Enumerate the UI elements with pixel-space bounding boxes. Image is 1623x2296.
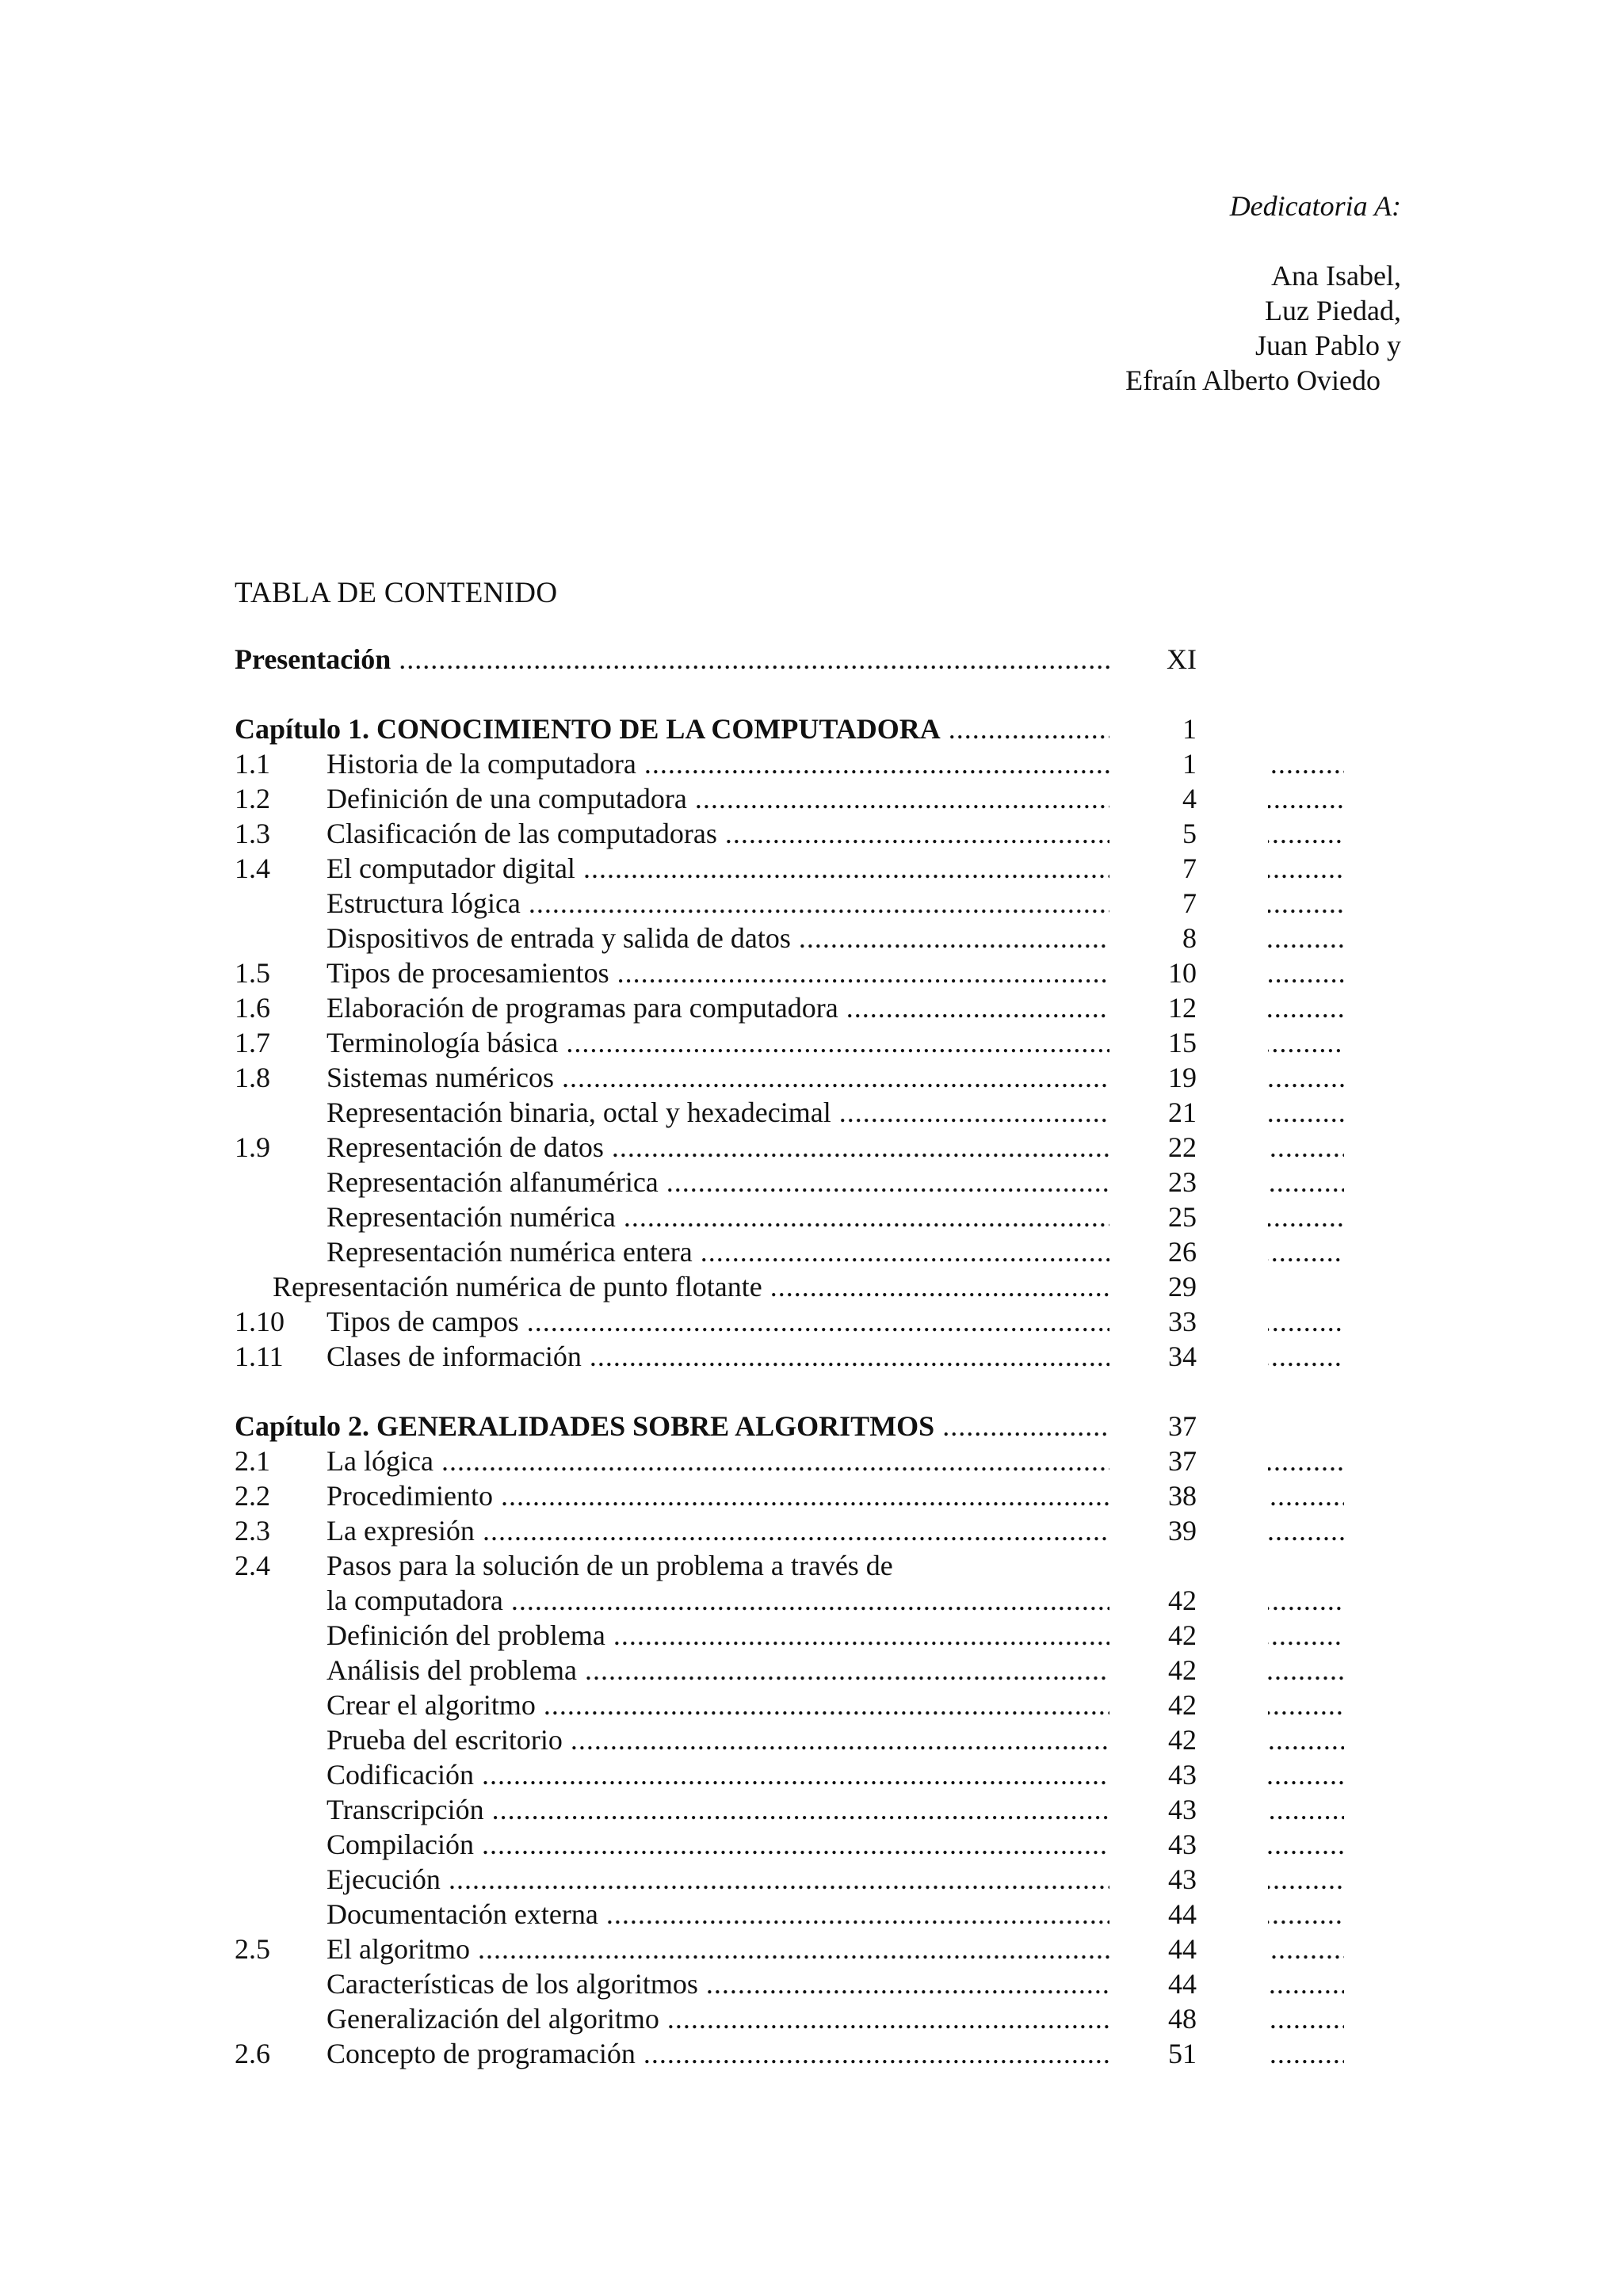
- toc-page-number: 7: [1182, 852, 1197, 884]
- toc-entry-title: Ejecución .....: [327, 1862, 1344, 1897]
- toc-section-number: 2.1: [235, 1445, 270, 1477]
- toc-entry-title: la computadora .....: [327, 1583, 1344, 1618]
- toc-subentry[interactable]: [235, 1165, 1201, 1199]
- toc-section-number: 1.7: [235, 1027, 270, 1058]
- toc-page-number: 43: [1168, 1794, 1197, 1825]
- toc-page-number: 1: [1182, 748, 1197, 780]
- toc-entry-title: Procedimiento .....: [327, 1478, 1344, 1513]
- toc-page-number: 33: [1168, 1306, 1197, 1337]
- toc-entry-title: Estructura lógica .....: [327, 886, 1344, 921]
- toc-page-number: 39: [1168, 1515, 1197, 1547]
- toc-subentry[interactable]: [235, 1583, 1201, 1618]
- toc-page-number: 7: [1182, 887, 1197, 919]
- toc-section-number: 1.2: [235, 783, 270, 814]
- toc-page-number: 43: [1168, 1759, 1197, 1791]
- toc-entry-title: Tipos de campos .....: [327, 1304, 1344, 1339]
- toc-page-number: 44: [1168, 1933, 1197, 1965]
- toc-page-number: 38: [1168, 1480, 1197, 1512]
- toc-entry[interactable]: [235, 1444, 1201, 1478]
- toc-entry-title: Generalización del algoritmo .....: [327, 2001, 1344, 2036]
- toc-section-number: 2.3: [235, 1515, 270, 1547]
- toc-section-number: 1.8: [235, 1062, 270, 1093]
- toc-entry-presentation[interactable]: [235, 642, 1201, 677]
- toc-subentry[interactable]: [235, 1234, 1201, 1269]
- toc-entry-title: La lógica .....: [327, 1444, 1344, 1478]
- toc-entry[interactable]: [235, 781, 1201, 816]
- toc-section-number: 1.3: [235, 818, 270, 849]
- toc-page-number: 15: [1168, 1027, 1197, 1058]
- toc-entry-title: Representación alfanumérica .....: [327, 1165, 1344, 1199]
- dedication-name: Juan Pablo y: [1255, 330, 1401, 361]
- toc-entry-title: Transcripción .....: [327, 1792, 1344, 1827]
- toc-subentry[interactable]: [235, 1966, 1201, 2001]
- toc-page-number: 4: [1182, 783, 1197, 814]
- toc-entry[interactable]: [235, 816, 1201, 851]
- toc-section-number: 2.4: [235, 1550, 270, 1581]
- toc-page-number: 44: [1168, 1898, 1197, 1930]
- toc-entry[interactable]: [235, 2036, 1201, 2071]
- toc-section-number: 1.5: [235, 957, 270, 989]
- toc-section-number: 2.2: [235, 1480, 270, 1512]
- dedication-heading: Dedicatoria A:: [1229, 190, 1401, 222]
- toc-entry[interactable]: [235, 1339, 1201, 1374]
- toc-subentry[interactable]: [235, 1862, 1201, 1897]
- toc-entry-title: El algoritmo .....: [327, 1932, 1344, 1966]
- dedication-name: Ana Isabel,: [1271, 260, 1401, 292]
- toc-page-number: 10: [1168, 957, 1197, 989]
- toc-entry-title: Representación numérica entera .....: [327, 1234, 1344, 1269]
- toc-page-number: 42: [1168, 1585, 1197, 1616]
- toc-page-number: 25: [1168, 1201, 1197, 1233]
- toc-entry-title: Representación numérica .....: [327, 1199, 1344, 1234]
- toc-page-number: XI: [1167, 643, 1197, 675]
- toc-entry-title: Crear el algoritmo .....: [327, 1688, 1344, 1722]
- toc-page-number: 5: [1182, 818, 1197, 849]
- toc-entry-title: Capítulo 2. GENERALIDADES SOBRE ALGORITMOS .....: [235, 1409, 1252, 1444]
- toc-subentry[interactable]: [235, 1897, 1201, 1932]
- toc-entry[interactable]: [235, 955, 1201, 990]
- toc-entry[interactable]: [235, 1513, 1201, 1548]
- toc-entry-title: El computador digital .....: [327, 851, 1344, 886]
- toc-page-number: 1: [1182, 713, 1197, 745]
- toc-entry-title: Definición de una computadora .....: [327, 781, 1344, 816]
- toc-subentry[interactable]: [235, 1722, 1201, 1757]
- toc-page-number: 19: [1168, 1062, 1197, 1093]
- toc-entry[interactable]: [235, 1025, 1201, 1060]
- toc-entry-title: Terminología básica .....: [327, 1025, 1344, 1060]
- toc-entry-title: Representación de datos .....: [327, 1130, 1344, 1165]
- toc-section-number: 2.6: [235, 2038, 270, 2069]
- toc-page-number: 48: [1168, 2003, 1197, 2035]
- toc-entry-title: Tipos de procesamientos .....: [327, 955, 1344, 990]
- toc-entry-title: Representación binaria, octal y hexadecimal .....: [327, 1095, 1344, 1130]
- toc-entry-title: Representación numérica de punto flotante .....: [273, 1269, 1252, 1304]
- toc-page-number: 8: [1182, 922, 1197, 954]
- toc-subentry[interactable]: [235, 1827, 1201, 1862]
- toc-subentry[interactable]: [235, 1792, 1201, 1827]
- toc-page-number: 51: [1168, 2038, 1197, 2069]
- toc-entry[interactable]: [235, 1304, 1201, 1339]
- toc-subentry[interactable]: [235, 1688, 1201, 1722]
- toc-entry-title: Presentación .....: [235, 642, 1252, 677]
- toc-entry-title: Elaboración de programas para computadora .....: [327, 990, 1344, 1025]
- toc-page-number: 42: [1168, 1654, 1197, 1686]
- toc-entry-title: Análisis del problema .....: [327, 1653, 1344, 1688]
- toc-chapter-1[interactable]: [235, 711, 1201, 746]
- toc-entry-title: Dispositivos de entrada y salida de datos .....: [327, 921, 1344, 955]
- toc-entry-title: Prueba del escritorio .....: [327, 1722, 1344, 1757]
- toc-page-number: 34: [1168, 1341, 1197, 1372]
- toc-page-number: 26: [1168, 1236, 1197, 1268]
- toc-page-number: 44: [1168, 1968, 1197, 2000]
- toc-subentry[interactable]: [235, 886, 1201, 921]
- toc-subentry[interactable]: [235, 1618, 1201, 1653]
- toc-subentry[interactable]: [235, 921, 1201, 955]
- toc-subentry[interactable]: [235, 1653, 1201, 1688]
- table-of-contents: [235, 642, 1201, 2071]
- dedication-name: Efraín Alberto Oviedo: [1125, 364, 1381, 396]
- toc-subentry[interactable]: [235, 1199, 1201, 1234]
- dedication-name: Luz Piedad,: [1265, 295, 1401, 326]
- toc-page-number: 43: [1168, 1863, 1197, 1895]
- toc-subentry[interactable]: [235, 1269, 1201, 1304]
- toc-entry-title: Características de los algoritmos .....: [327, 1966, 1344, 2001]
- toc-entry-title: Clasificación de las computadoras .....: [327, 816, 1344, 851]
- toc-entry-title: Definición del problema .....: [327, 1618, 1344, 1653]
- toc-entry-title: Compilación .....: [327, 1827, 1344, 1862]
- toc-section-number: 1.1: [235, 748, 270, 780]
- toc-page-number: 21: [1168, 1097, 1197, 1128]
- toc-page-number: 37: [1168, 1410, 1197, 1442]
- toc-entry[interactable]: [235, 1478, 1201, 1513]
- toc-entry-title: Historia de la computadora .....: [327, 746, 1344, 781]
- toc-section-number: 1.11: [235, 1341, 284, 1372]
- toc-entry[interactable]: [235, 1932, 1201, 1966]
- toc-entry-title: Documentación externa .....: [327, 1897, 1344, 1932]
- dedication-block: [792, 189, 1401, 398]
- toc-entry-title: Pasos para la solución de un problema a través de: [327, 1550, 893, 1581]
- toc-entry[interactable]: [235, 990, 1201, 1025]
- toc-entry-title: Concepto de programación .....: [327, 2036, 1344, 2071]
- toc-page-number: 22: [1168, 1131, 1197, 1163]
- toc-entry-title: Codificación .....: [327, 1757, 1344, 1792]
- toc-entry[interactable]: [235, 1548, 1201, 1583]
- toc-entry[interactable]: [235, 746, 1201, 781]
- toc-entry-title: Sistemas numéricos .....: [327, 1060, 1344, 1095]
- toc-entry-title: Clases de información .....: [327, 1339, 1344, 1374]
- toc-page-number: 23: [1168, 1166, 1197, 1198]
- toc-entry-title: Capítulo 1. CONOCIMIENTO DE LA COMPUTADORA .....: [235, 711, 1252, 746]
- toc-subentry[interactable]: [235, 1757, 1201, 1792]
- toc-subentry[interactable]: [235, 1095, 1201, 1130]
- toc-subentry[interactable]: [235, 2001, 1201, 2036]
- toc-entry[interactable]: [235, 1130, 1201, 1165]
- toc-page-number: 29: [1168, 1271, 1197, 1302]
- toc-page-number: 42: [1168, 1724, 1197, 1756]
- toc-entry-title: La expresión .....: [327, 1513, 1344, 1548]
- toc-section-number: 1.4: [235, 852, 270, 884]
- toc-page-number: 42: [1168, 1689, 1197, 1721]
- toc-chapter-2[interactable]: [235, 1409, 1201, 1444]
- toc-title: TABLA DE CONTENIDO: [235, 577, 558, 609]
- toc-page-number: 42: [1168, 1619, 1197, 1651]
- toc-section-number: 1.10: [235, 1306, 285, 1337]
- toc-page-number: 12: [1168, 992, 1197, 1024]
- toc-entry[interactable]: [235, 851, 1201, 886]
- toc-section-number: 1.6: [235, 992, 270, 1024]
- toc-page-number: 43: [1168, 1829, 1197, 1860]
- toc-section-number: 2.5: [235, 1933, 270, 1965]
- toc-entry[interactable]: [235, 1060, 1201, 1095]
- toc-page-number: 37: [1168, 1445, 1197, 1477]
- toc-section-number: 1.9: [235, 1131, 270, 1163]
